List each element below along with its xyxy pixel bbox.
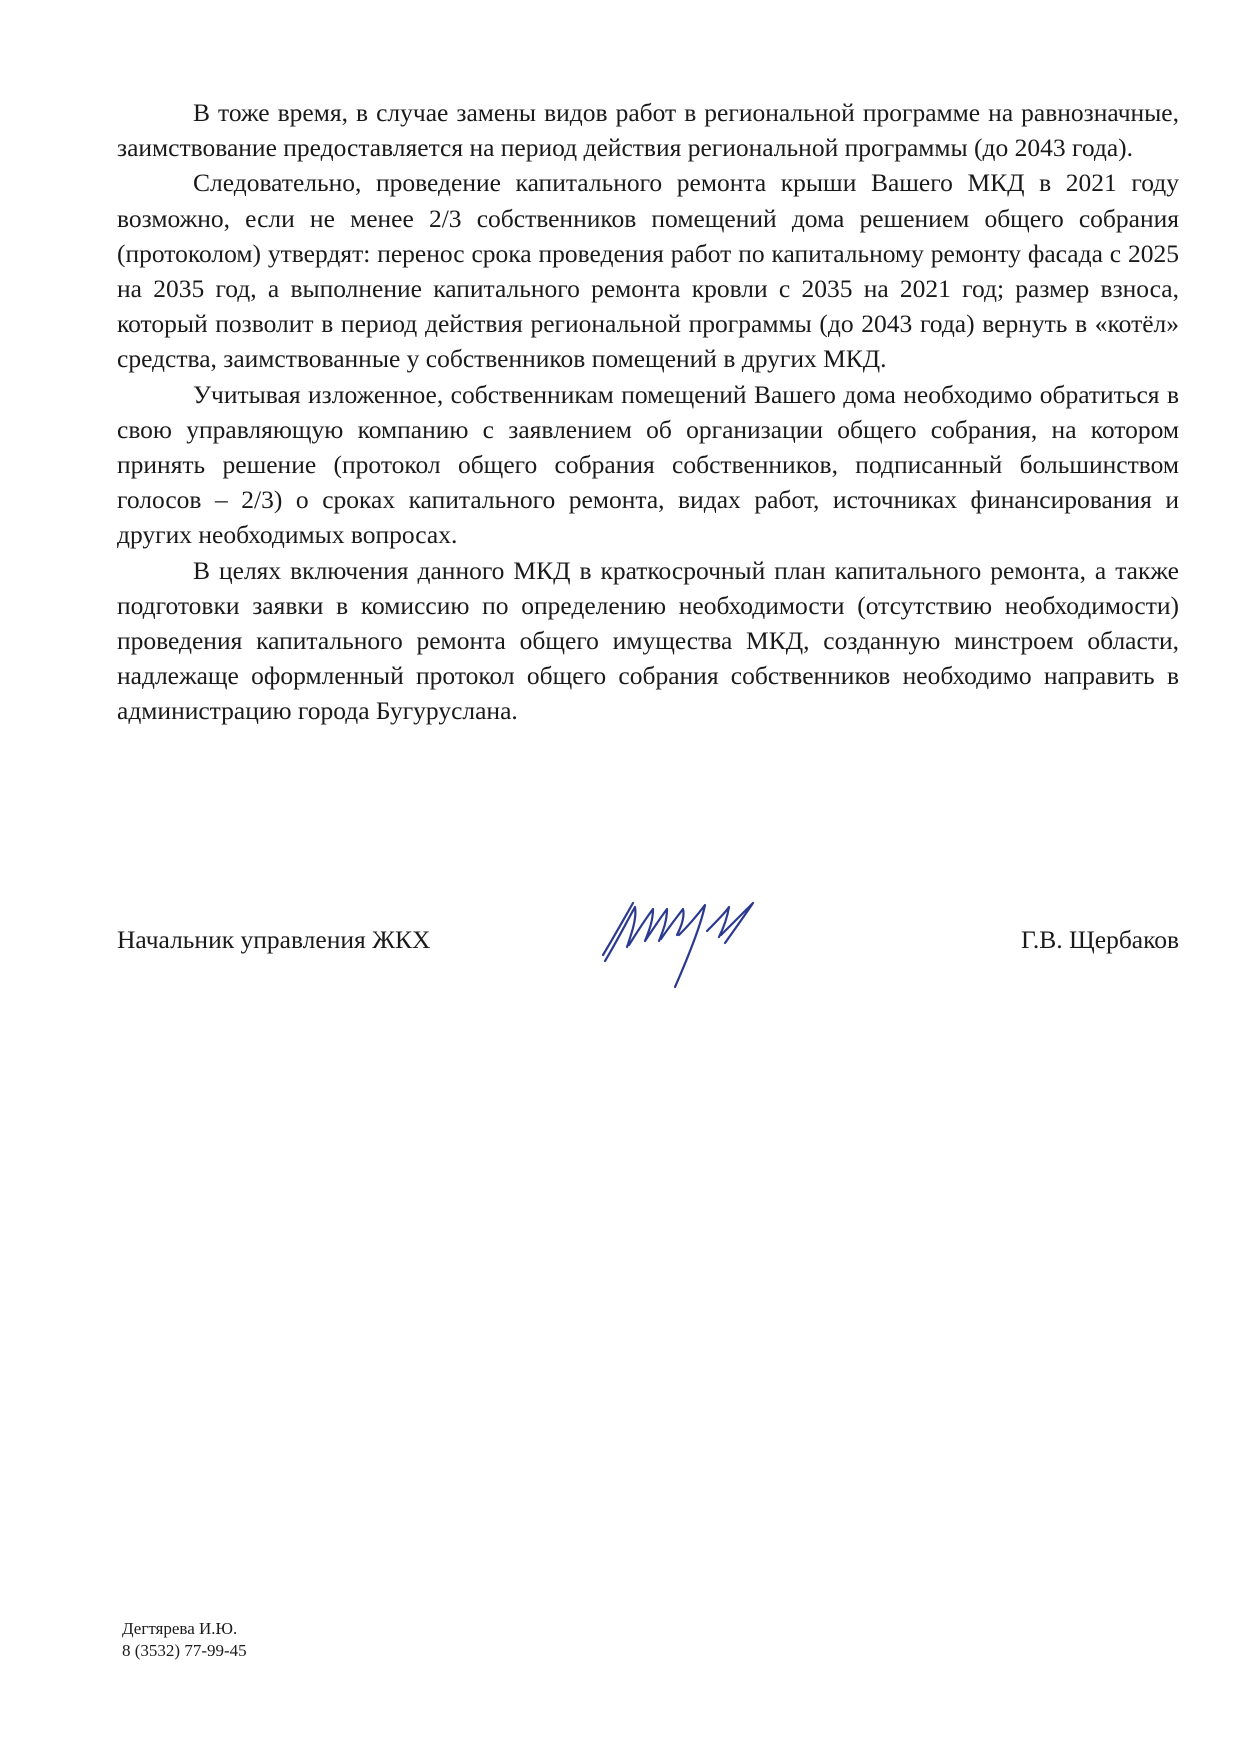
executor-name: Дегтярева И.Ю. [122, 1619, 238, 1638]
paragraph-4: В целях включения данного МКД в краткосрочный план капитального ремонта, а также подготовки заявки в комиссию по определению необходимости (отсутствию необходимости) проведения капитального ремонта общего имущества МКД, созданную минстроем области, надлежаще оформленный протокол общего собрания собственников необходимо направить в администрацию города Бугуруслана. [117, 555, 1179, 726]
paragraph-3: Учитывая изложенное, собственникам помещений Вашего дома необходимо обратиться в свою управляющую компанию с заявлением об организации общего собрания, на котором принять решение (протокол общего собрания собственников, подписанный большинством голосов – 2/3) о сроках капитального ремонта, видах работ, источниках финансирования и других необходимых вопросах. [117, 379, 1179, 550]
paragraph-1: В тоже время, в случае замены видов работ в региональной программе на равнозначные, заимствование предоставляется на период действия региональной программы (до 2043 года). [117, 98, 1179, 163]
letter-body [117, 95, 1179, 729]
signer-position: Начальник управления ЖКХ [117, 925, 431, 954]
signer-name: Г.В. Щербаков [1021, 925, 1179, 954]
executor-info [122, 1618, 247, 1662]
handwritten-signature [595, 895, 785, 995]
executor-phone: 8 (3532) 77-99-45 [122, 1641, 247, 1660]
paragraph-2: Следовательно, проведение капитального ремонта крыши Вашего МКД в 2021 году возможно, если не менее 2/3 собственников помещений дома решением общего собрания (протоколом) утвердят: перенос срока проведения работ по капитальному ремонту фасада с 2025 на 2035 год, а выполнение капитального ремонта кровли с 2035 на 2021 год; размер взноса, который позволит в период действия региональной программы (до 2043 года) вернуть в «котёл» средства, заимствованные у собственников помещений в других МКД. [117, 168, 1179, 374]
